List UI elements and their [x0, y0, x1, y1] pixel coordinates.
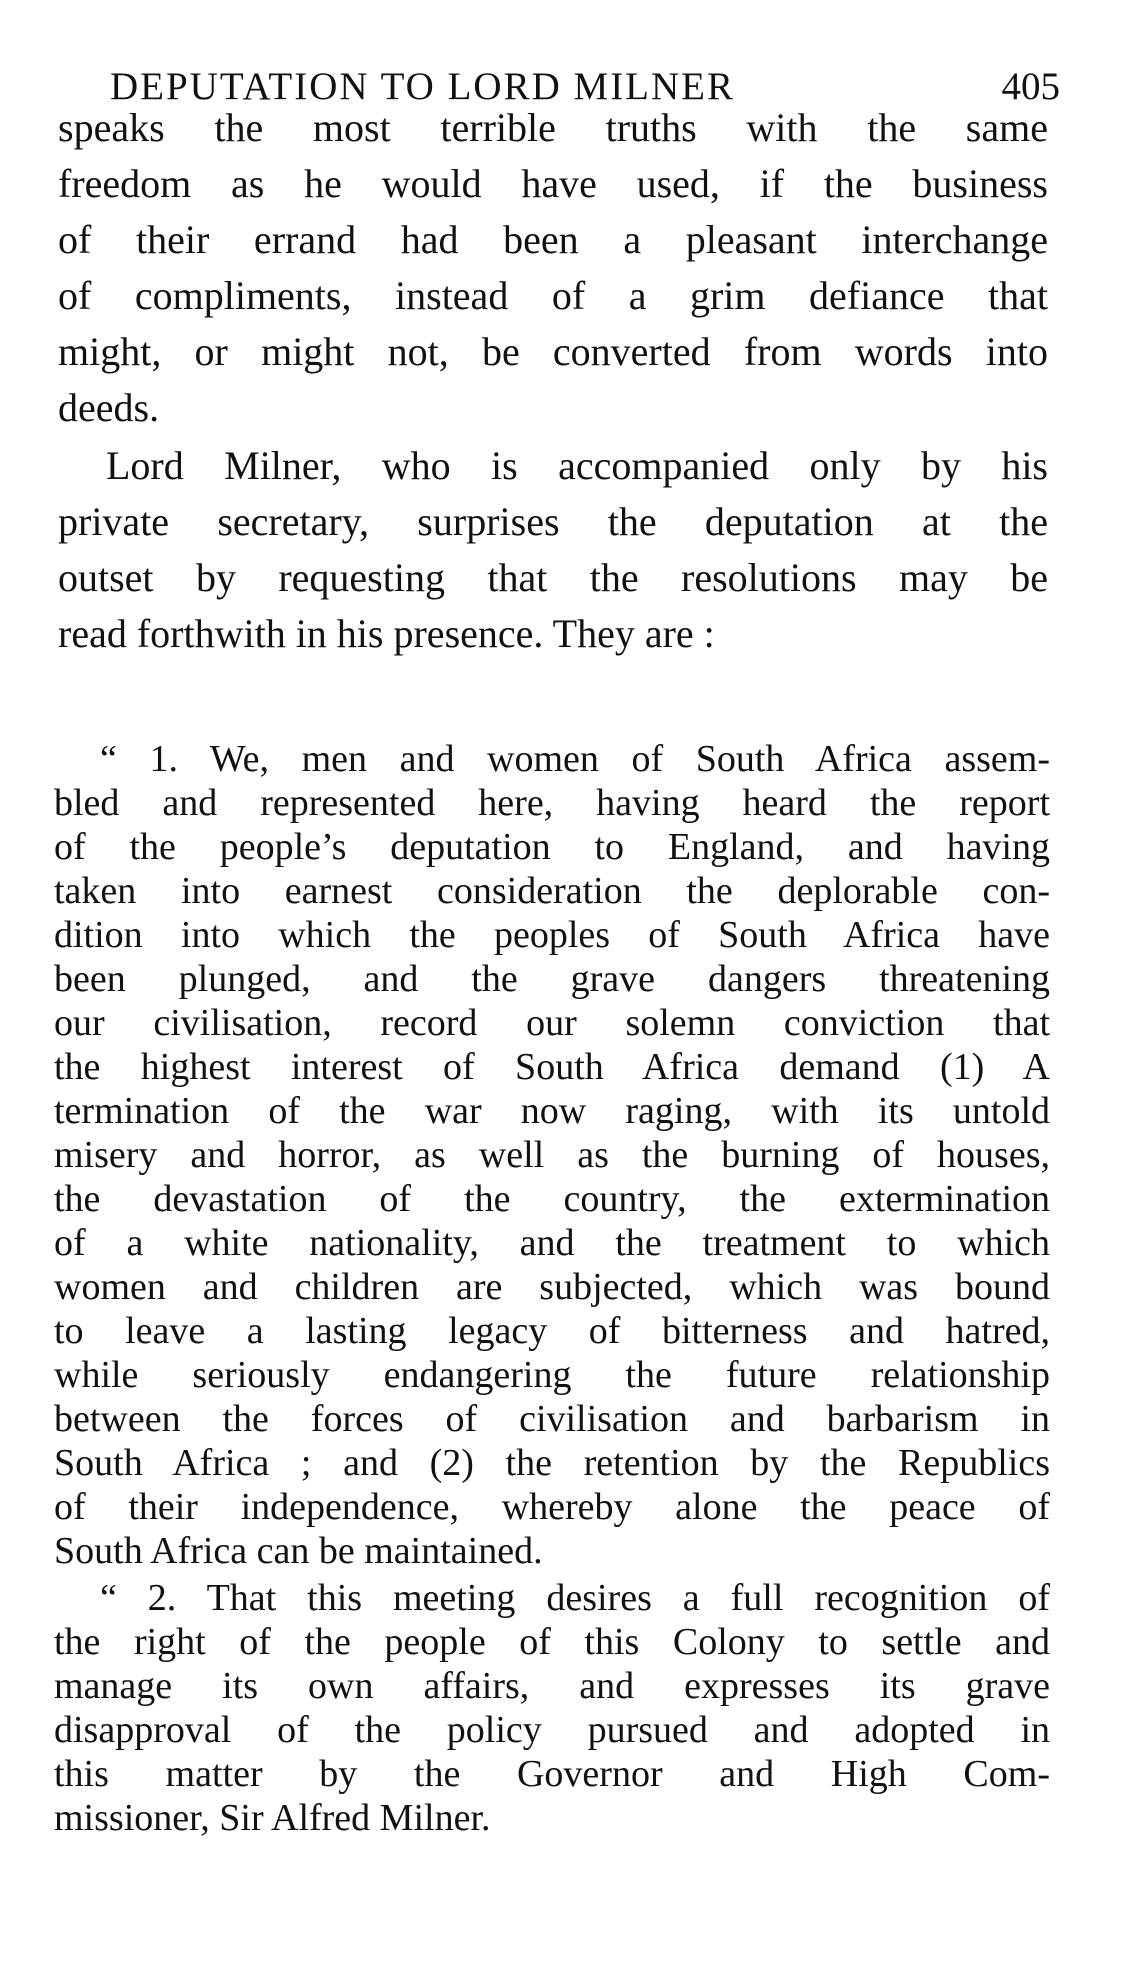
- quote-line: of a white nationality, and the treatment to which: [54, 1222, 1050, 1264]
- text-line: deeds.: [58, 385, 160, 430]
- quote-line: of their independence, whereby alone the peace of: [54, 1486, 1050, 1528]
- text-line: might, or might not, be converted from words into: [58, 329, 1048, 374]
- quote-line: manage its own affairs, and expresses its grave: [54, 1665, 1050, 1707]
- text-line: of compliments, instead of a grim defiance that: [58, 273, 1048, 318]
- text-line: freedom as he would have used, if the business: [58, 161, 1048, 206]
- quote-line: bled and represented here, having heard the report: [54, 782, 1050, 824]
- quote-line: dition into which the peoples of South Africa have: [54, 914, 1050, 956]
- quote-line: South Africa ; and (2) the retention by the Republics: [54, 1442, 1050, 1484]
- quote-line: missioner, Sir Alfred Milner.: [54, 1797, 491, 1839]
- quote-line: misery and horror, as well as the burning of houses,: [54, 1134, 1050, 1176]
- quote-line: “ 1. We, men and women of South Africa assem-: [100, 738, 1050, 780]
- quote-line: to leave a lasting legacy of bitterness and hatred,: [54, 1310, 1050, 1352]
- quote-line: the devastation of the country, the extermination: [54, 1178, 1050, 1220]
- quote-line: termination of the war now raging, with its untold: [54, 1090, 1050, 1132]
- quote-line: disapproval of the policy pursued and adopted in: [54, 1709, 1050, 1751]
- quote-line: while seriously endangering the future relationship: [54, 1354, 1050, 1396]
- quote-line: the right of the people of this Colony to settle and: [54, 1621, 1050, 1663]
- text-line: of their errand had been a pleasant interchange: [58, 217, 1048, 262]
- text-line: private secretary, surprises the deputation at the: [58, 499, 1048, 544]
- quote-line: our civilisation, record our solemn conviction that: [54, 1002, 1050, 1044]
- quote-line: South Africa can be maintained.: [54, 1530, 543, 1572]
- running-title: DEPUTATION TO LORD MILNER: [110, 65, 736, 108]
- text-line: Lord Milner, who is accompanied only by his: [106, 443, 1048, 488]
- quote-line: this matter by the Governor and High Com-: [54, 1753, 1050, 1795]
- quote-line: been plunged, and the grave dangers threatening: [54, 958, 1050, 1000]
- quote-line: of the people’s deputation to England, and having: [54, 826, 1050, 868]
- text-line: outset by requesting that the resolutions may be: [58, 555, 1048, 600]
- quote-line: the highest interest of South Africa demand (1) A: [54, 1046, 1050, 1088]
- quote-line: taken into earnest consideration the deplorable con-: [54, 870, 1050, 912]
- text-line: speaks the most terrible truths with the same: [58, 105, 1048, 150]
- quote-line: between the forces of civilisation and barbarism in: [54, 1398, 1050, 1440]
- text-line: read forthwith in his presence. They are :: [58, 611, 715, 656]
- quote-line: women and children are subjected, which was bound: [54, 1266, 1050, 1308]
- page-number: 405: [1001, 65, 1060, 108]
- quote-line: “ 2. That this meeting desires a full recognition of: [100, 1577, 1050, 1619]
